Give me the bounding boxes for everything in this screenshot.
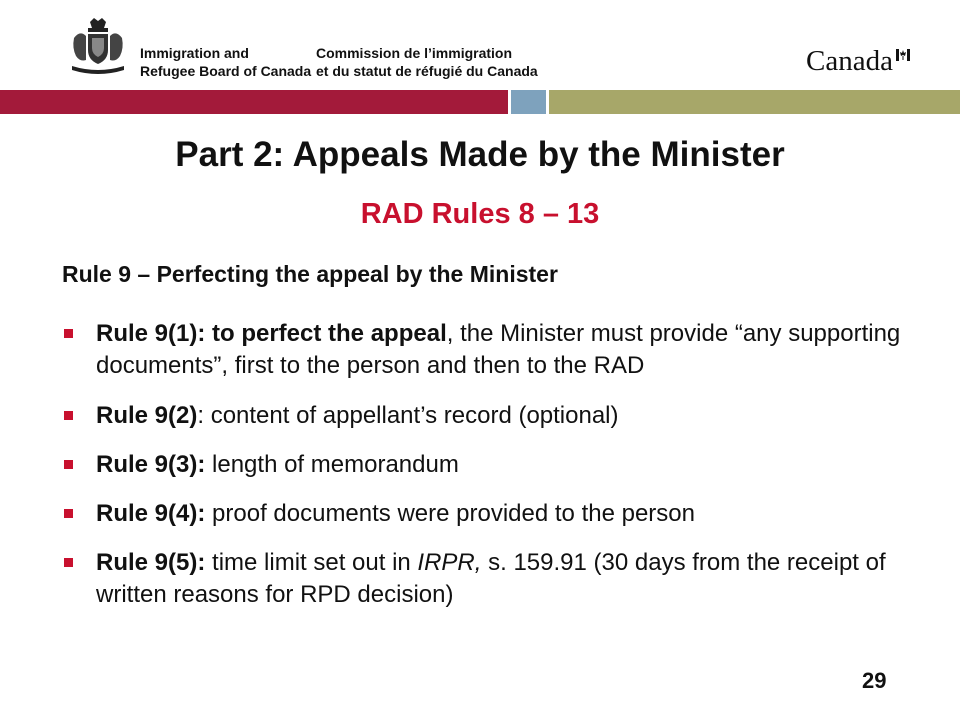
bullet-bold-text: Rule 9(2) — [96, 402, 198, 429]
bullet-text: length of memorandum — [205, 451, 459, 478]
flag-icon — [896, 49, 910, 61]
coat-of-arms-icon — [66, 16, 130, 78]
bullet-square-icon — [64, 329, 73, 338]
rule-heading: Rule 9 – Perfecting the appeal by the Minister — [62, 261, 558, 287]
bullet-italic-text: IRPR, — [417, 549, 482, 576]
header-bar-blue — [511, 90, 546, 114]
list-item — [62, 318, 902, 382]
canada-wordmark — [806, 46, 916, 76]
list-item — [62, 400, 902, 432]
list-item — [62, 449, 902, 481]
slide-subtitle: RAD Rules 8 – 13 — [360, 198, 600, 230]
bullet-bold-text: Rule 9(4): — [96, 500, 206, 527]
bullet-bold-text: Rule 9(1): to perfect the appeal — [96, 320, 447, 347]
bullet-text: : content of appellant’s record (optional) — [197, 402, 619, 429]
list-item — [62, 498, 902, 530]
bullet-bold-text: Rule 9(5): — [96, 549, 206, 576]
page-number: 29 — [862, 668, 887, 693]
bullet-square-icon — [64, 509, 73, 518]
org-name-french — [316, 44, 538, 80]
bullet-list — [62, 318, 902, 611]
bullet-text-continued: s. 159.91 (30 days from the receipt of written reasons for RPD decision) — [96, 549, 886, 608]
bullet-text: , the Minister must provide “any supporting documents”, first to the person and then to the RAD — [96, 320, 901, 379]
org-en-line-2: Refugee Board of Canada — [140, 63, 312, 79]
org-fr-line-2: et du statut de réfugié du Canada — [316, 63, 538, 79]
bullet-text: proof documents were provided to the person — [205, 500, 695, 527]
slide-title: Part 2: Appeals Made by the Minister — [175, 135, 785, 174]
bullet-bold-text: Rule 9(3): — [96, 451, 206, 478]
header-bar-olive — [549, 90, 960, 114]
org-en-line-1: Immigration and — [140, 45, 249, 61]
org-fr-line-1: Commission de l’immigration — [316, 45, 513, 61]
list-item — [62, 547, 902, 611]
bullet-square-icon — [64, 460, 73, 469]
slide-header — [0, 0, 960, 90]
bullet-square-icon — [64, 411, 73, 420]
bullet-text: time limit set out in — [205, 549, 418, 576]
org-name-english — [140, 44, 311, 80]
canada-wordmark-text: Canada — [806, 45, 893, 77]
header-bar-red — [0, 90, 508, 114]
bullet-square-icon — [64, 558, 73, 567]
